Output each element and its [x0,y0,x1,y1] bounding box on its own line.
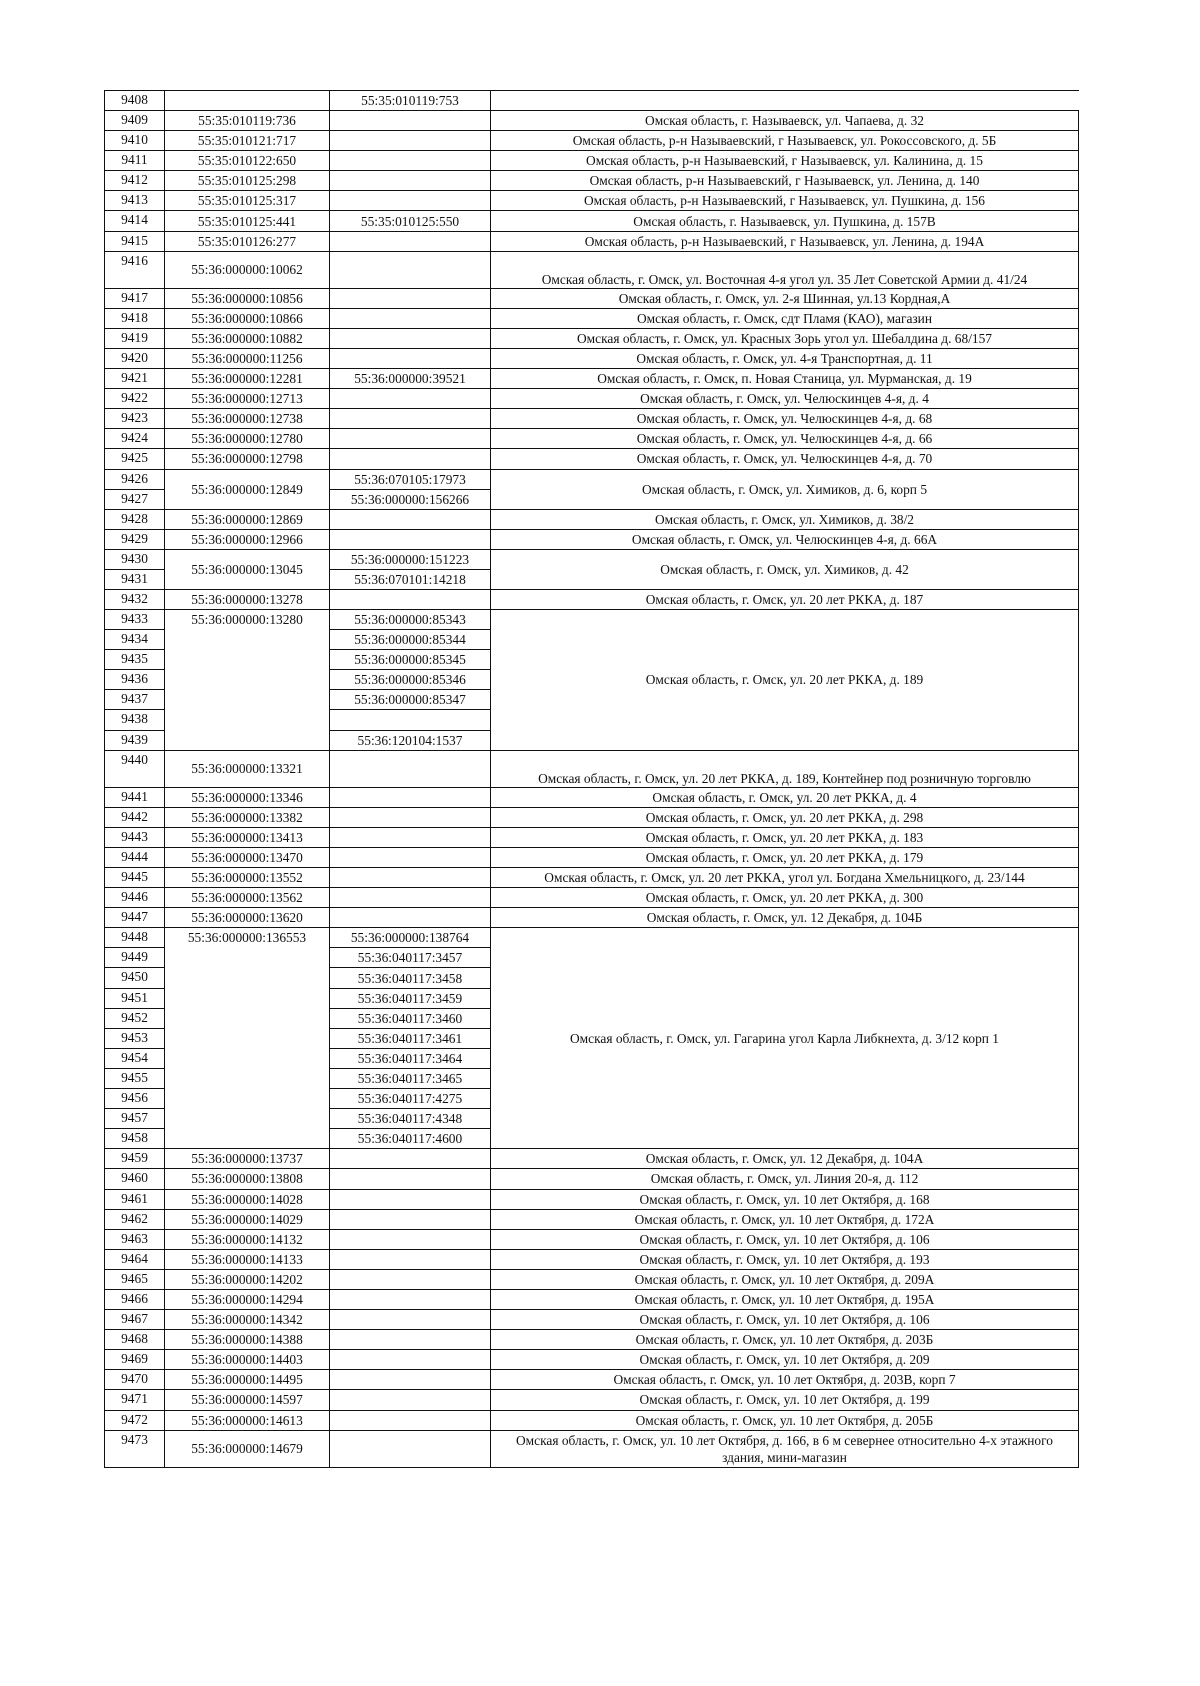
linked-cadastral-number-cell [330,589,491,609]
cadastral-number-cell: 55:36:000000:14495 [165,1370,330,1390]
cadastral-number-cell: 55:36:000000:13808 [165,1169,330,1189]
row-number: 9473 [105,1430,165,1467]
cadastral-number-cell: 55:36:000000:12713 [165,389,330,409]
cadastral-number-cell: 55:35:010126:277 [165,231,330,251]
row-number: 9409 [105,111,165,131]
table-row [105,1390,1079,1410]
linked-cadastral-number-cell [330,1269,491,1289]
cadastral-number-cell: 55:36:000000:10062 [165,251,330,288]
row-number: 9458 [105,1129,165,1149]
linked-cadastral-number-cell: 55:36:040117:3459 [330,988,491,1008]
address-cell: Омская область, г. Омск, ул. 20 лет РККА, д. 187 [491,589,1079,609]
table-row [105,348,1079,368]
address-cell: Омская область, г. Омск, ул. 20 лет РККА, д. 189, Контейнер под розничную торговлю [491,750,1079,787]
cadastral-number-cell: 55:35:010121:717 [165,131,330,151]
table-row [105,807,1079,827]
table-row [105,609,1079,629]
address-cell: Омская область, г. Омск, ул. 10 лет Октября, д. 106 [491,1310,1079,1330]
linked-cadastral-number-cell [330,389,491,409]
row-number: 9410 [105,131,165,151]
cadastral-number-cell [165,91,330,111]
linked-cadastral-number-cell [330,1390,491,1410]
linked-cadastral-number-cell [330,868,491,888]
row-number: 9468 [105,1330,165,1350]
table-row [105,1169,1079,1189]
row-number: 9428 [105,509,165,529]
linked-cadastral-number-cell [330,308,491,328]
row-number: 9430 [105,549,165,569]
address-cell: Омская область, г. Омск, ул. 20 лет РККА, д. 4 [491,787,1079,807]
cadastral-number-cell: 55:36:000000:13620 [165,908,330,928]
cadastral-number-cell: 55:36:000000:14133 [165,1249,330,1269]
linked-cadastral-number-cell [330,827,491,847]
cadastral-number-cell: 55:36:000000:13470 [165,847,330,867]
linked-cadastral-number-cell: 55:36:040117:4600 [330,1129,491,1149]
cadastral-number-cell: 55:36:000000:11256 [165,348,330,368]
linked-cadastral-number-cell [330,710,491,730]
cadastral-number-cell: 55:36:000000:14028 [165,1189,330,1209]
cadastral-number-cell: 55:36:000000:10866 [165,308,330,328]
linked-cadastral-number-cell [330,1350,491,1370]
cadastral-number-cell: 55:36:000000:10882 [165,328,330,348]
table-row [105,389,1079,409]
cadastral-number-cell: 55:36:000000:13278 [165,589,330,609]
row-number: 9453 [105,1028,165,1048]
linked-cadastral-number-cell [330,807,491,827]
row-number: 9438 [105,710,165,730]
row-number: 9452 [105,1008,165,1028]
row-number: 9439 [105,730,165,750]
address-cell: Омская область, г. Омск, ул. 10 лет Октября, д. 203Б [491,1330,1079,1350]
cadastral-number-cell: 55:35:010119:736 [165,111,330,131]
linked-cadastral-number-cell [330,1209,491,1229]
cadastral-number-cell: 55:36:000000:14342 [165,1310,330,1330]
table-row [105,429,1079,449]
address-cell: Омская область, г. Омск, ул. Линия 20-я, д. 112 [491,1169,1079,1189]
row-number: 9411 [105,151,165,171]
linked-cadastral-number-cell [330,111,491,131]
row-number: 9448 [105,928,165,948]
cadastral-number-cell: 55:36:000000:13045 [165,549,330,589]
row-number: 9421 [105,369,165,389]
row-number: 9434 [105,630,165,650]
address-cell: Омская область, г. Омск, ул. Челюскинцев 4-я, д. 68 [491,409,1079,429]
linked-cadastral-number-cell: 55:36:040117:3458 [330,968,491,988]
table-row [105,1289,1079,1309]
table-row [105,888,1079,908]
row-number: 9456 [105,1089,165,1109]
table-row [105,369,1079,389]
row-number: 9455 [105,1068,165,1088]
address-cell: Омская область, г. Омск, ул. Красных Зорь угол ул. Шебалдина д. 68/157 [491,328,1079,348]
row-number: 9419 [105,328,165,348]
row-number: 9416 [105,251,165,288]
linked-cadastral-number-cell [330,750,491,787]
row-number: 9424 [105,429,165,449]
linked-cadastral-number-cell [330,908,491,928]
address-cell: Омская область, г. Омск, ул. 10 лет Октября, д. 209 [491,1350,1079,1370]
linked-cadastral-number-cell: 55:36:040117:3460 [330,1008,491,1028]
row-number: 9429 [105,529,165,549]
linked-cadastral-number-cell: 55:36:040117:4275 [330,1089,491,1109]
row-number: 9472 [105,1410,165,1430]
linked-cadastral-number-cell [330,1410,491,1430]
row-number: 9436 [105,670,165,690]
row-number: 9464 [105,1249,165,1269]
address-cell: Омская область, г. Омск, ул. 10 лет Октября, д. 172А [491,1209,1079,1229]
address-cell: Омская область, г. Омск, ул. 12 Декабря, д. 104Б [491,908,1079,928]
table-row [105,409,1079,429]
cadastral-number-cell: 55:35:010125:298 [165,171,330,191]
table-row [105,91,1079,111]
table-row [105,231,1079,251]
row-number: 9471 [105,1390,165,1410]
row-number: 9413 [105,191,165,211]
address-cell: Омская область, р-н Называевский, г Называевск, ул. Пушкина, д. 156 [491,191,1079,211]
linked-cadastral-number-cell [330,888,491,908]
address-cell: Омская область, г. Омск, ул. 10 лет Октября, д. 195А [491,1289,1079,1309]
row-number: 9423 [105,409,165,429]
linked-cadastral-number-cell [330,328,491,348]
linked-cadastral-number-cell [330,1370,491,1390]
row-number: 9454 [105,1048,165,1068]
address-cell: Омская область, г. Омск, ул. 10 лет Октября, д. 193 [491,1249,1079,1269]
linked-cadastral-number-cell: 55:36:000000:39521 [330,369,491,389]
cadastral-number-cell: 55:36:000000:12849 [165,469,330,509]
linked-cadastral-number-cell: 55:36:040117:3461 [330,1028,491,1048]
cadastral-number-cell: 55:36:000000:14613 [165,1410,330,1430]
table-row [105,827,1079,847]
row-number: 9420 [105,348,165,368]
table-row [105,1370,1079,1390]
linked-cadastral-number-cell [330,1249,491,1269]
table-row [105,787,1079,807]
address-cell: Омская область, г. Омск, ул. 20 лет РККА, угол ул. Богдана Хмельницкого, д. 23/144 [491,868,1079,888]
linked-cadastral-number-cell: 55:36:000000:85343 [330,609,491,629]
table-row [105,251,1079,288]
cadastral-number-cell: 55:36:000000:12780 [165,429,330,449]
linked-cadastral-number-cell [330,251,491,288]
address-cell: Омская область, р-н Называевский, г Называевск, ул. Ленина, д. 194А [491,231,1079,251]
address-cell: Омская область, г. Омск, ул. 20 лет РККА, д. 300 [491,888,1079,908]
address-cell: Омская область, г. Омск, ул. 20 лет РККА, д. 189 [491,609,1079,750]
linked-cadastral-number-cell [330,1229,491,1249]
row-number: 9467 [105,1310,165,1330]
address-cell: Омская область, г. Омск, ул. 10 лет Октября, д. 203В, корп 7 [491,1370,1079,1390]
address-cell: Омская область, г. Омск, ул. Челюскинцев 4-я, д. 66 [491,429,1079,449]
address-cell: Омская область, г. Омск, сдт Пламя (КАО), магазин [491,308,1079,328]
table-row [105,308,1079,328]
row-number: 9460 [105,1169,165,1189]
table-row [105,469,1079,489]
row-number: 9445 [105,868,165,888]
address-cell: Омская область, г. Омск, ул. Челюскинцев 4-я, д. 70 [491,449,1079,469]
linked-cadastral-number-cell [330,231,491,251]
address-cell: Омская область, г. Омск, ул. Гагарина угол Карла Либкнехта, д. 3/12 корп 1 [491,928,1079,1149]
table-row [105,1430,1079,1467]
cadastral-number-cell: 55:36:000000:13737 [165,1149,330,1169]
row-number: 9414 [105,211,165,231]
address-cell: Омская область, р-н Называевский, г Называевск, ул. Рокоссовского, д. 5Б [491,131,1079,151]
table-row [105,589,1079,609]
cadastral-number-cell: 55:36:000000:136553 [165,928,330,1149]
table-row [105,1410,1079,1430]
row-number: 9443 [105,827,165,847]
linked-cadastral-number-cell: 55:35:010119:753 [330,91,491,111]
table-row [105,1330,1079,1350]
address-cell: Омская область, р-н Называевский, г Называевск, ул. Калинина, д. 15 [491,151,1079,171]
cadastral-number-cell: 55:36:000000:12738 [165,409,330,429]
cadastral-number-cell: 55:36:000000:10856 [165,288,330,308]
linked-cadastral-number-cell: 55:36:040117:3465 [330,1068,491,1088]
row-number: 9417 [105,288,165,308]
row-number: 9459 [105,1149,165,1169]
row-number: 9457 [105,1109,165,1129]
row-number: 9437 [105,690,165,710]
linked-cadastral-number-cell [330,151,491,171]
linked-cadastral-number-cell: 55:36:000000:151223 [330,549,491,569]
row-number: 9433 [105,609,165,629]
row-number: 9461 [105,1189,165,1209]
address-cell: Омская область, г. Омск, ул. Химиков, д. 42 [491,549,1079,589]
table-row [105,1269,1079,1289]
cadastral-number-cell: 55:36:000000:14679 [165,1430,330,1467]
address-cell: Омская область, г. Омск, ул. 10 лет Октября, д. 168 [491,1189,1079,1209]
cadastral-number-cell: 55:36:000000:13562 [165,888,330,908]
address-cell: Омская область, г. Омск, ул. 10 лет Октября, д. 106 [491,1229,1079,1249]
linked-cadastral-number-cell: 55:36:000000:85347 [330,690,491,710]
table-row [105,1189,1079,1209]
row-number: 9463 [105,1229,165,1249]
table-row [105,211,1079,231]
linked-cadastral-number-cell [330,409,491,429]
address-cell: Омская область, г. Омск, ул. Химиков, д. 38/2 [491,509,1079,529]
linked-cadastral-number-cell: 55:36:070105:17973 [330,469,491,489]
linked-cadastral-number-cell: 55:36:120104:1537 [330,730,491,750]
table-row [105,1149,1079,1169]
address-cell: Омская область, г. Омск, ул. Челюскинцев 4-я, д. 4 [491,389,1079,409]
cadastral-number-cell: 55:36:000000:14294 [165,1289,330,1309]
registry-table-body [105,91,1079,1468]
linked-cadastral-number-cell: 55:36:000000:85345 [330,650,491,670]
address-cell: Омская область, г. Омск, ул. 12 Декабря, д. 104А [491,1149,1079,1169]
linked-cadastral-number-cell: 55:36:000000:138764 [330,928,491,948]
linked-cadastral-number-cell: 55:36:040117:3464 [330,1048,491,1068]
linked-cadastral-number-cell [330,429,491,449]
address-cell: Омская область, г. Называевск, ул. Пушкина, д. 157В [491,211,1079,231]
row-number: 9441 [105,787,165,807]
address-cell: Омская область, г. Омск, ул. 20 лет РККА, д. 183 [491,827,1079,847]
table-row [105,868,1079,888]
linked-cadastral-number-cell [330,1430,491,1467]
row-number: 9432 [105,589,165,609]
registry-table [104,90,1079,1468]
linked-cadastral-number-cell: 55:35:010125:550 [330,211,491,231]
linked-cadastral-number-cell: 55:36:040117:3457 [330,948,491,968]
linked-cadastral-number-cell [330,348,491,368]
cadastral-number-cell: 55:36:000000:13280 [165,609,330,750]
linked-cadastral-number-cell [330,1310,491,1330]
table-row [105,529,1079,549]
cadastral-number-cell: 55:36:000000:12798 [165,449,330,469]
table-row [105,847,1079,867]
table-row [105,928,1079,948]
cadastral-number-cell: 55:36:000000:14403 [165,1350,330,1370]
row-number: 9450 [105,968,165,988]
cadastral-number-cell: 55:36:000000:13552 [165,868,330,888]
linked-cadastral-number-cell [330,787,491,807]
linked-cadastral-number-cell: 55:36:040117:4348 [330,1109,491,1129]
row-number: 9466 [105,1289,165,1309]
row-number: 9435 [105,650,165,670]
address-cell: Омская область, г. Омск, ул. 10 лет Октября, д. 199 [491,1390,1079,1410]
cadastral-number-cell: 55:36:000000:12281 [165,369,330,389]
row-number: 9426 [105,469,165,489]
row-number: 9470 [105,1370,165,1390]
table-row [105,1209,1079,1229]
address-cell: Омская область, г. Омск, ул. 20 лет РККА, д. 179 [491,847,1079,867]
table-row [105,1229,1079,1249]
address-cell: Омская область, г. Омск, ул. 4-я Транспортная, д. 11 [491,348,1079,368]
table-row [105,191,1079,211]
linked-cadastral-number-cell: 55:36:070101:14218 [330,569,491,589]
address-cell: Омская область, г. Омск, ул. 10 лет Октября, д. 166, в 6 м севернее относительно 4-х этажного здания, мини-магазин [491,1430,1079,1467]
cadastral-number-cell: 55:35:010125:441 [165,211,330,231]
address-cell: Омская область, г. Омск, ул. 10 лет Октября, д. 209А [491,1269,1079,1289]
cadastral-number-cell: 55:36:000000:12966 [165,529,330,549]
address-cell: Омская область, г. Омск, ул. Челюскинцев 4-я, д. 66А [491,529,1079,549]
linked-cadastral-number-cell [330,1149,491,1169]
cadastral-number-cell: 55:36:000000:14132 [165,1229,330,1249]
table-row [105,908,1079,928]
linked-cadastral-number-cell [330,191,491,211]
linked-cadastral-number-cell [330,1169,491,1189]
linked-cadastral-number-cell [330,171,491,191]
row-number: 9469 [105,1350,165,1370]
row-number: 9465 [105,1269,165,1289]
linked-cadastral-number-cell [330,288,491,308]
table-row [105,288,1079,308]
address-cell: Омская область, г. Омск, ул. Химиков, д. 6, корп 5 [491,469,1079,509]
cadastral-number-cell: 55:36:000000:13346 [165,787,330,807]
row-number: 9408 [105,91,165,111]
row-number: 9422 [105,389,165,409]
linked-cadastral-number-cell: 55:36:000000:156266 [330,489,491,509]
table-row [105,328,1079,348]
linked-cadastral-number-cell [330,847,491,867]
linked-cadastral-number-cell [330,131,491,151]
table-row [105,111,1079,131]
row-number: 9449 [105,948,165,968]
cadastral-number-cell: 55:36:000000:13382 [165,807,330,827]
linked-cadastral-number-cell [330,509,491,529]
row-number: 9462 [105,1209,165,1229]
table-row [105,1310,1079,1330]
linked-cadastral-number-cell: 55:36:000000:85346 [330,670,491,690]
cadastral-number-cell: 55:35:010122:650 [165,151,330,171]
cadastral-number-cell: 55:36:000000:14202 [165,1269,330,1289]
linked-cadastral-number-cell: 55:36:000000:85344 [330,630,491,650]
row-number: 9444 [105,847,165,867]
row-number: 9447 [105,908,165,928]
linked-cadastral-number-cell [330,1289,491,1309]
address-cell: Омская область, г. Омск, ул. 10 лет Октября, д. 205Б [491,1410,1079,1430]
address-cell: Омская область, г. Омск, ул. 20 лет РККА, д. 298 [491,807,1079,827]
table-row [105,750,1079,787]
table-row [105,171,1079,191]
table-row [105,509,1079,529]
row-number: 9431 [105,569,165,589]
row-number: 9427 [105,489,165,509]
linked-cadastral-number-cell [330,449,491,469]
linked-cadastral-number-cell [330,1189,491,1209]
cadastral-number-cell: 55:36:000000:14597 [165,1390,330,1410]
cadastral-number-cell: 55:36:000000:12869 [165,509,330,529]
table-row [105,1249,1079,1269]
table-row [105,151,1079,171]
row-number: 9440 [105,750,165,787]
address-cell: Омская область, г. Омск, ул. 2-я Шинная, ул.13 Кордная,А [491,288,1079,308]
cadastral-number-cell: 55:36:000000:13413 [165,827,330,847]
linked-cadastral-number-cell [330,1330,491,1350]
table-row [105,549,1079,569]
cadastral-number-cell: 55:36:000000:14388 [165,1330,330,1350]
cadastral-number-cell: 55:35:010125:317 [165,191,330,211]
linked-cadastral-number-cell [330,529,491,549]
row-number: 9442 [105,807,165,827]
row-number: 9425 [105,449,165,469]
table-row [105,449,1079,469]
address-cell: Омская область, г. Называевск, ул. Чапаева, д. 32 [491,111,1079,131]
address-cell: Омская область, р-н Называевский, г Называевск, ул. Ленина, д. 140 [491,171,1079,191]
row-number: 9415 [105,231,165,251]
table-row [105,131,1079,151]
row-number: 9451 [105,988,165,1008]
table-row [105,1350,1079,1370]
cadastral-number-cell: 55:36:000000:13321 [165,750,330,787]
address-cell [491,91,1079,111]
cadastral-number-cell: 55:36:000000:14029 [165,1209,330,1229]
row-number: 9446 [105,888,165,908]
address-cell: Омская область, г. Омск, ул. Восточная 4-я угол ул. 35 Лет Советской Армии д. 41/24 [491,251,1079,288]
row-number: 9418 [105,308,165,328]
row-number: 9412 [105,171,165,191]
address-cell: Омская область, г. Омск, п. Новая Станица, ул. Мурманская, д. 19 [491,369,1079,389]
